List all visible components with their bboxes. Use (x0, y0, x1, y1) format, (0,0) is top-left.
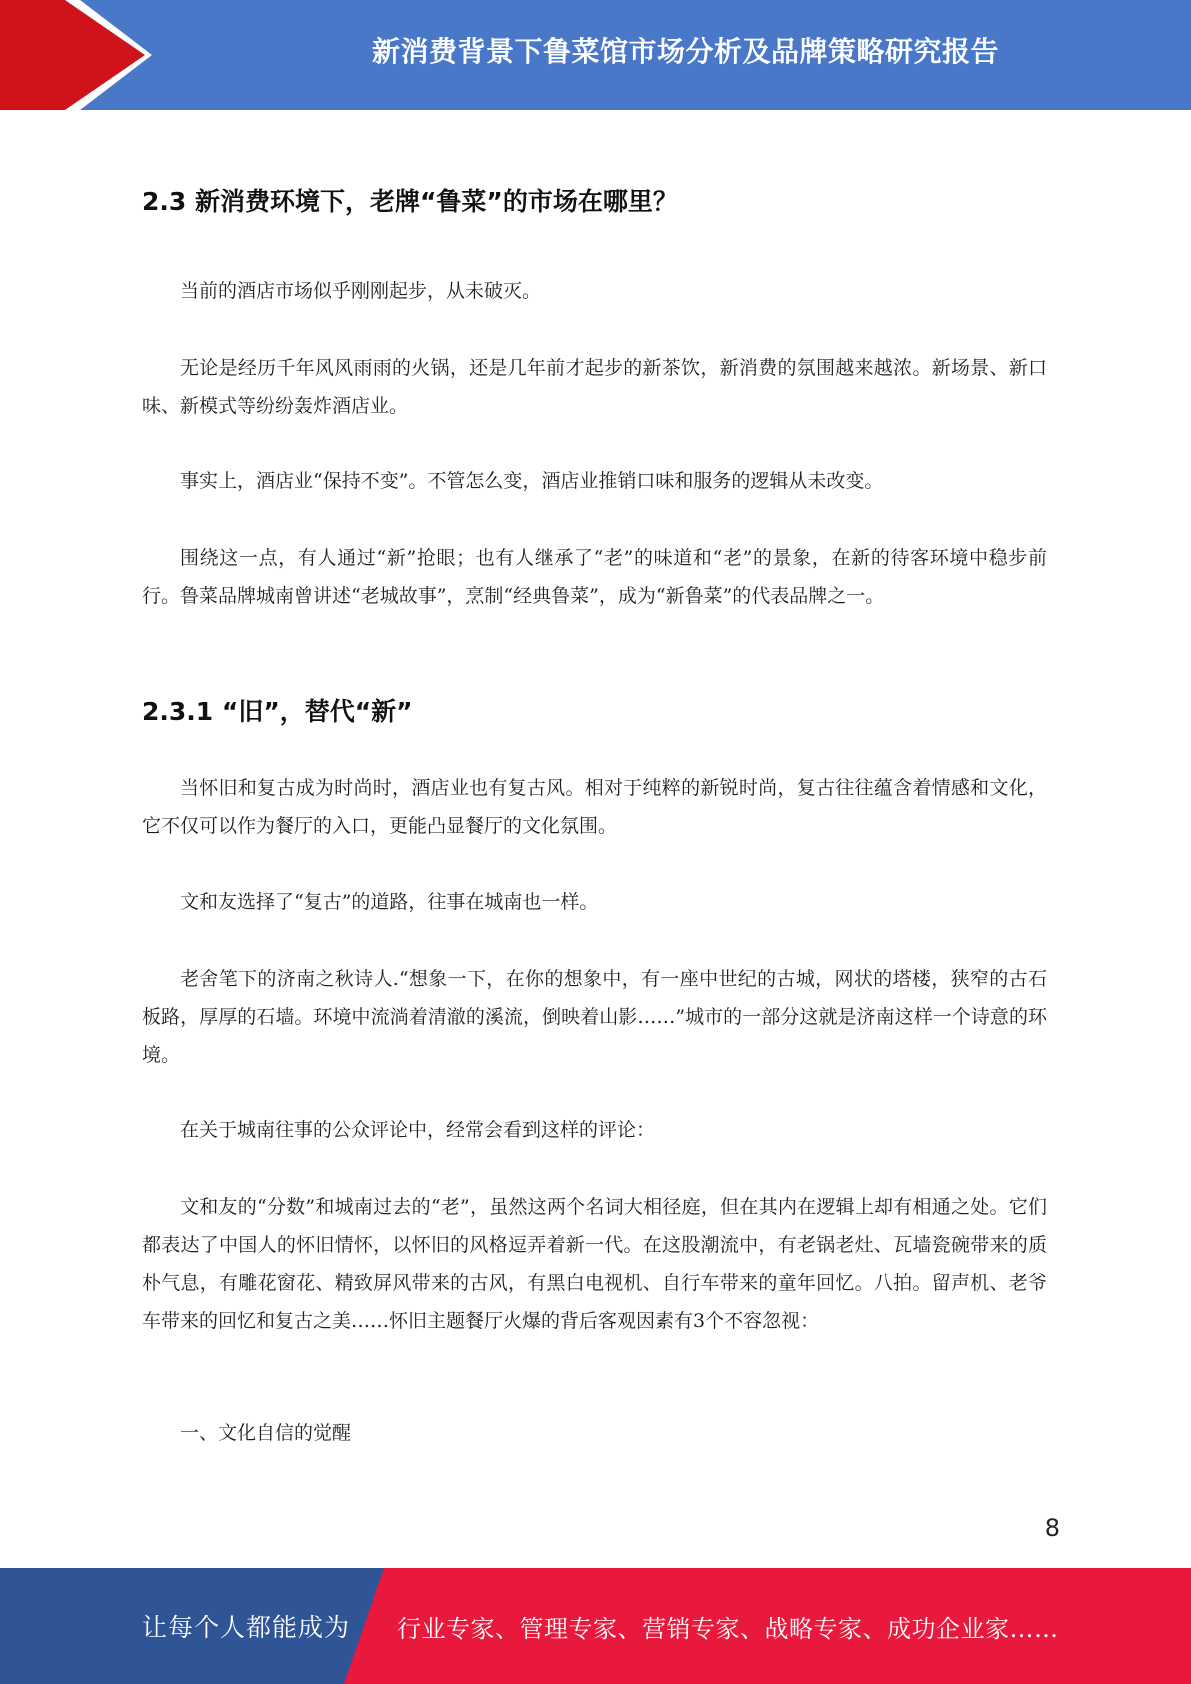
paragraph: 当前的酒店市场似乎刚刚起步，从未破灭。 (180, 280, 542, 302)
paragraph: 围绕这一点，有人通过“新”抢眼；也有人继承了“老”的味道和“老”的景象，在新的待客环境中稳步前行。鲁菜品牌城南曾讲述“老城故事”，烹制“经典鲁菜”，成为“新鲁菜”的代表品牌之一。 (142, 547, 1047, 607)
section-heading-2-3-1: 2.3.1 “旧”，替代“新” (142, 697, 413, 726)
paragraph: 文和友选择了“复古”的道路，往事在城南也一样。 (180, 891, 599, 913)
footer-band (0, 1568, 1191, 1684)
paragraph: 在关于城南往事的公众评论中，经常会看到这样的评论： (180, 1119, 656, 1141)
section-heading-2-3: 2.3 新消费环境下，老牌“鲁菜”的市场在哪里？ (142, 187, 678, 216)
footer-slogan-right: 行业专家、管理专家、营销专家、战略专家、成功企业家…… (397, 1614, 1059, 1643)
paragraph: 文和友的“分数”和城南过去的“老”，虽然这两个名词大相径庭，但在其内在逻辑上却有相通之处。它们都表达了中国人的怀旧情怀，以怀旧的风格逗弄着新一代。在这股潮流中，有老锅老灶、瓦墙瓷碗带来的质朴气息，有雕花窗花、精致屏风带来的古风，有黑白电视机、自行车带来的童年回忆。八拍。留声机、老爷车带来的回忆和复古之美……怀旧主题餐厅火爆的背后客观因素有3个不容忽视： (142, 1196, 1047, 1332)
paragraph: 老舍笔下的济南之秋诗人.“想象一下，在你的想象中，有一座中世纪的古城，网状的塔楼，狭窄的古石板路，厚厚的石墙。环境中流淌着清澈的溪流，倒映着山影……”城市的一部分这就是济南这样一个诗意的环境。 (142, 968, 1047, 1066)
paragraph: 当怀旧和复古成为时尚时，酒店业也有复古风。相对于纯粹的新锐时尚，复古往往蕴含着情感和文化，它不仅可以作为餐厅的入口，更能凸显餐厅的文化氛围。 (142, 777, 1047, 837)
red-arrow-icon (0, 0, 160, 110)
footer-slogan-left: 让每个人都能成为 (142, 1613, 351, 1642)
paragraph: 一、文化自信的觉醒 (180, 1422, 352, 1444)
report-title: 新消费背景下鲁菜馆市场分析及品牌策略研究报告 (371, 35, 999, 68)
paragraph: 事实上，酒店业“保持不变”。不管怎么变，酒店业推销口味和服务的逻辑从未改变。 (180, 470, 884, 492)
paragraph: 无论是经历千年风风雨雨的火锅，还是几年前才起步的新茶饮，新消费的氛围越来越浓。新场景、新口味、新模式等纷纷轰炸酒店业。 (142, 357, 1047, 417)
page-number: 8 (1044, 1514, 1060, 1542)
header-band (0, 0, 1191, 110)
